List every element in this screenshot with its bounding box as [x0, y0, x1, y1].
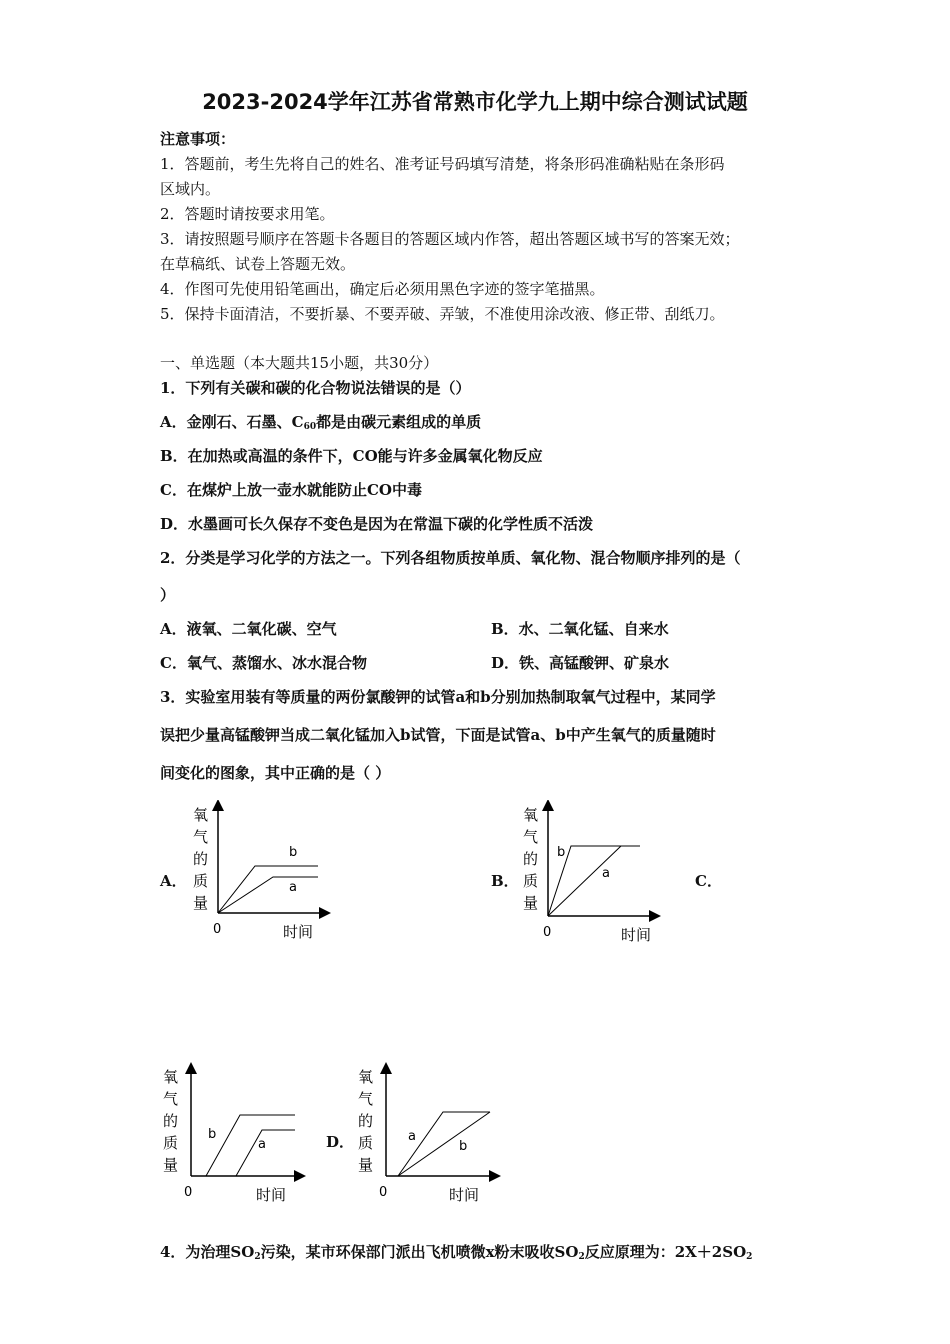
q2-option-b: B．水、二氧化锰、自来水 [491, 620, 669, 638]
q4-stem-mid: 污染，某市环保部门派出飞机喷微x粉末吸收SO [260, 1243, 579, 1261]
q3-graph-b [515, 800, 665, 950]
x-label: 时间 [449, 1186, 480, 1204]
y-label-5: 量 [193, 894, 209, 912]
q3-graph-a [185, 800, 335, 945]
notice-item-1a: 1．答题前，考生先将自己的姓名、准考证号码填写清楚，将条形码准确粘贴在条形码 [160, 155, 725, 173]
y-label-2: 气 [163, 1090, 179, 1108]
q3-option-a-label: A． [160, 872, 187, 890]
line-b-label: b [557, 845, 566, 860]
y-label-3: 的 [523, 850, 539, 868]
q3-stem-3: 间变化的图象，其中正确的是（ ） [160, 764, 391, 782]
origin-label: 0 [543, 925, 552, 940]
q2-stem-1: 2．分类是学习化学的方法之一。下列各组物质按单质、氧化物、混合物顺序排列的是（ [160, 549, 741, 567]
y-label-1: 氧 [523, 806, 539, 824]
y-label-4: 质 [193, 872, 209, 890]
y-label-4: 质 [523, 872, 539, 890]
line-a-label: a [258, 1137, 266, 1152]
q3-stem-2: 误把少量高锰酸钾当成二氧化锰加入b试管，下面是试管a、b中产生氧气的质量随时 [160, 726, 716, 744]
x-label: 时间 [621, 926, 652, 944]
q1-stem: 1．下列有关碳和碳的化合物说法错误的是（） [160, 379, 471, 397]
line-b [398, 1112, 490, 1176]
q4-stem-post: 反应原理为：2X＋2SO [584, 1243, 747, 1261]
line-a-label: a [602, 866, 610, 881]
q3-graph-c [158, 1060, 308, 1208]
y-label-2: 气 [523, 828, 539, 846]
y-label-4: 质 [163, 1134, 179, 1152]
line-b [218, 866, 318, 913]
line-b-label: b [208, 1127, 217, 1142]
q1-option-a-pre: A．金刚石、石墨、C [160, 413, 304, 431]
q1-option-a-sub: 60 [303, 422, 317, 432]
y-label-3: 的 [163, 1112, 179, 1130]
q2-option-c: C．氧气、蒸馏水、冰水混合物 [160, 654, 367, 672]
q1-option-b: B．在加热或高温的条件下，CO能与许多金属氧化物反应 [160, 447, 543, 465]
q4-stem-pre: 4．为治理SO [160, 1243, 255, 1261]
notice-item-3a: 3．请按照题号顺序在答题卡各题目的答题区域内作答，超出答题区域书写的答案无效； [160, 230, 740, 248]
section-heading: 一、单选题（本大题共15小题，共30分） [160, 354, 439, 372]
origin-label: 0 [213, 922, 222, 937]
notice-item-1b: 区域内。 [160, 180, 221, 198]
q1-option-c: C．在煤炉上放一壶水就能防止CO中毒 [160, 481, 422, 499]
notice-heading: 注意事项： [160, 130, 236, 148]
notice-item-3b: 在草稿纸、试卷上答题无效。 [160, 255, 356, 273]
q2-stem-2: ） [160, 586, 176, 604]
q3-graph-d [353, 1060, 503, 1208]
q3-option-c-label: C． [695, 872, 722, 890]
q1-option-a [160, 411, 481, 432]
q1-option-a-post: 都是由碳元素组成的单质 [316, 413, 482, 431]
y-label-1: 氧 [163, 1068, 179, 1086]
q2-option-d: D．铁、高锰酸钾、矿泉水 [491, 654, 670, 672]
x-label: 时间 [283, 923, 314, 941]
notice-item-2: 2．答题时请按要求用笔。 [160, 205, 335, 223]
y-label-5: 量 [163, 1156, 179, 1174]
page-title: 2023-2024学年江苏省常熟市化学九上期中综合测试试题 [202, 90, 748, 114]
origin-label: 0 [379, 1185, 388, 1200]
q4-sub-3: 2 [746, 1252, 753, 1262]
y-label-3: 的 [193, 850, 209, 868]
notice-item-4: 4．作图可先使用铅笔画出，确定后必须用黑色字迹的签字笔描黑。 [160, 280, 605, 298]
q4-stem [160, 1241, 752, 1262]
line-b [191, 1115, 295, 1176]
q4-sub-1: 2 [254, 1252, 261, 1262]
line-b-label: b [289, 845, 298, 860]
y-label-1: 氧 [193, 806, 209, 824]
q3-option-d-label: D． [326, 1133, 355, 1151]
q2-option-a: A．液氧、二氧化碳、空气 [160, 620, 337, 638]
line-a [218, 877, 318, 913]
y-label-4: 质 [358, 1134, 374, 1152]
line-a-label: a [289, 880, 297, 895]
y-label-3: 的 [358, 1112, 374, 1130]
y-label-5: 量 [523, 894, 539, 912]
x-label: 时间 [256, 1186, 287, 1204]
q3-option-b-label: B． [491, 872, 519, 890]
y-label-2: 气 [193, 828, 209, 846]
y-label-5: 量 [358, 1156, 374, 1174]
q4-sub-2: 2 [578, 1252, 585, 1262]
line-a-label: a [408, 1129, 416, 1144]
q1-option-d: D．水墨画可长久保存不变色是因为在常温下碳的化学性质不活泼 [160, 515, 594, 533]
y-label-2: 气 [358, 1090, 374, 1108]
q3-stem-1: 3．实验室用装有等质量的两份氯酸钾的试管a和b分别加热制取氧气过程中，某同学 [160, 688, 716, 706]
y-label-1: 氧 [358, 1068, 374, 1086]
line-b-label: b [459, 1139, 468, 1154]
notice-item-5: 5．保持卡面清洁，不要折暴、不要弄破、弄皱，不准使用涂改液、修正带、刮纸刀。 [160, 305, 725, 323]
origin-label: 0 [184, 1185, 193, 1200]
